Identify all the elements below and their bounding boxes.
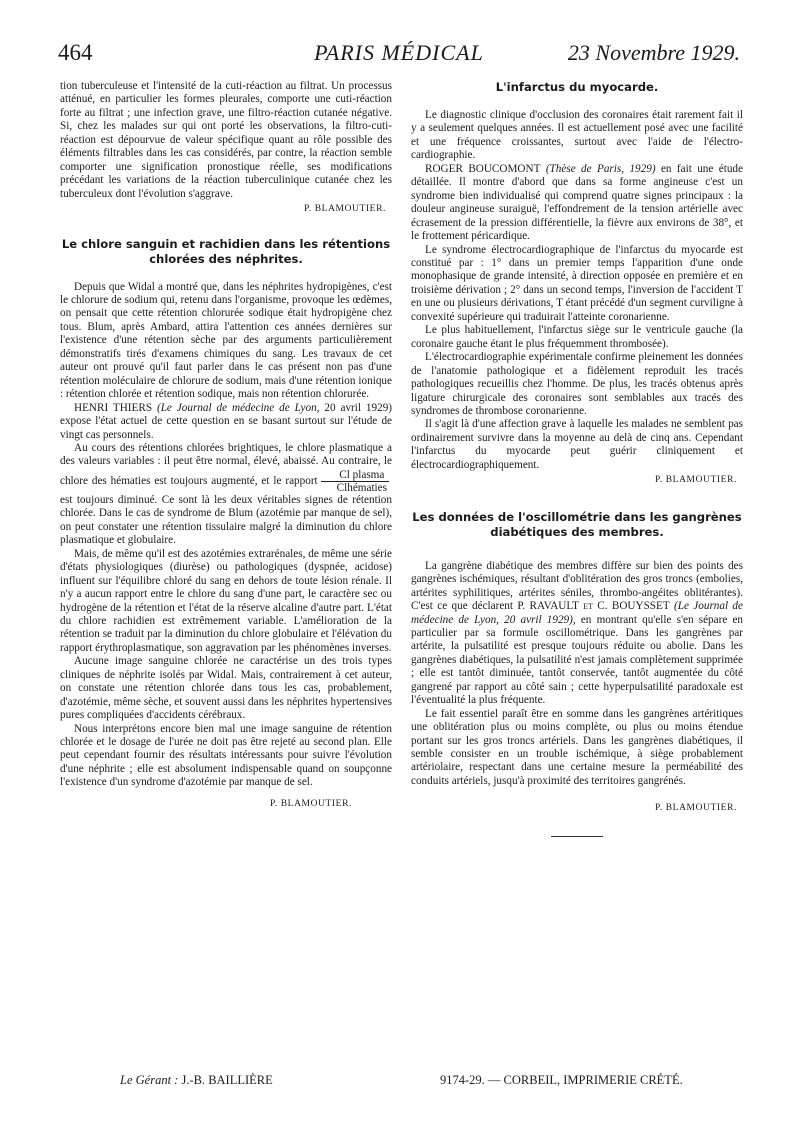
chlore-paragraph-2 bbox=[60, 402, 392, 442]
chlore-paragraph-4: Mais, de même qu'il est des azotémies extrarénales, de même une série d'états physiologiques (diurèse) ou pathologiques (dyspnée, acidose) influent sur l'équilibre chloré du sang en dehors de toute lésion rénale. Il n'y a aucun rapport entre le chlore du sang d'une part, le caractère sec ou hydrogène de la rétention et l'état de la réserve alcaline d'autre part. L'état du chlore rachidien est extrêmement variable. L'amélioration de la rétention se traduit par la diminution du chlore globulaire et l'élévation du rapport érythroplasmatique, son aggravation par les phénomènes inverses. bbox=[60, 547, 392, 654]
source-lyon: (Le Journal de médecine de Lyon, bbox=[156, 401, 320, 414]
article-title-oscillometrie: Les données de l'oscillométrie dans les gangrènes diabétiques des membres. bbox=[412, 509, 742, 539]
chlore-paragraph-2-text: 20 avril 1929) expose l'état actuel de cette question en se basant surtout sur l'étude de vingt cas personnels. bbox=[60, 401, 393, 441]
infarctus-paragraph-3: Le syndrome électrocardiographique de l'infarctus du myocarde est constitué par : 1° dans un premier temps l'apparition d'une onde monophasique de grande intensité, à direction opposée en première et en troisième dérivation ; 2° dans un second temps, l'inversion de l'accident T en une ou plusieurs dérivations, T étant précédé d'un segment curviligne à convexité supérieure qui traduirait l'atteinte coronarienne. bbox=[411, 243, 743, 323]
intro-paragraph: tion tuberculeuse et l'intensité de la cuti-réaction au filtrat. Un processus atténué, en particulier les formes pleurales, comporte une cuti-réaction forte au filtrat ; une infection grave, une filtro-réaction cutanée négative. Si, chez les malades sur qui ont porté les observations, la filtro-cuti-réaction est dépourvue de valeur spécifique quant au rôle possible des éléments filtrables dans les cas considérés, par contre, la réaction semble comporter une signification pronostique réelle, ses modifications précédant les variations de la réaction tuberculinique cutanée chez les tuberculeux dont l'évolution s'aggrave. bbox=[60, 80, 392, 200]
gerant-name: J.-B. BAILLIÈRE bbox=[181, 1073, 273, 1087]
infarctus-paragraph-1: Le diagnostic clinique d'occlusion des coronaires était rarement fait il y a seulement quelques années. Il est actuellement posé avec une facilité et une fréquence croissantes, surtout avec l'aide de l'électro-cardiographie. bbox=[411, 109, 743, 162]
issue-date: 23 Novembre 1929. bbox=[567, 40, 740, 65]
article-title-infarctus: L'infarctus du myocarde. bbox=[495, 80, 659, 94]
intro-signature: P. BLAMOUTIER. bbox=[303, 204, 386, 215]
chlore-signature: P. BLAMOUTIER. bbox=[269, 798, 352, 809]
article-title-chlore: Le chlore sanguin et rachidien dans les rétentions chlorées des néphrites. bbox=[61, 236, 391, 266]
source-these: (Thèse de Paris, 1929) bbox=[545, 162, 656, 175]
infarctus-paragraph-4: Le plus habituellement, l'infarctus siège sur le ventricule gauche (la coronaire gauche étant le plus fréquemment thrombosée). bbox=[411, 324, 743, 350]
chlore-paragraph-3 bbox=[60, 442, 392, 548]
chlore-paragraph-3-start: Au cours des rétentions chlorées brightiques, le chlore plasmatique a des valeurs variables : il peut être normal, élevé, abaissé. Au contraire, le chlore des hématies est toujours augmenté, et le rapport bbox=[60, 441, 392, 487]
page-footer bbox=[120, 1073, 720, 1093]
infarctus-paragraph-2 bbox=[411, 163, 743, 244]
oscillometrie-paragraph-1-text: en montrant qu'elle s'en sépare en particulier par sa formule oscillométrique. Dans les gangrènes par artérite, la pulsatilité est presque toujours réduite ou abolie. Dans les gangrènes diabétiques, la pulsatilité n'est jamais complètement supprimée ; elle est tantôt diminuée, tantôt conservée, tantôt augmentée du côté gangrené par rapport au côté sain ; cette hyperpulsatilité paradoxale est l'éventualité la plus fréquente. bbox=[411, 613, 744, 707]
oscillometrie-paragraph-1-start: La gangrène diabétique des membres diffère sur bien des points des gangrènes ischémiques, résultant d'oblitération des gros troncs (embolies, artérites syphilitiques, artérites séniles, thrombo-angéites oblitérantes). C'est ce que déclarent bbox=[411, 559, 743, 613]
oscillometrie-signature: P. BLAMOUTIER. bbox=[654, 803, 737, 814]
fraction-denominator: Clhématies bbox=[336, 481, 387, 494]
running-header bbox=[58, 40, 740, 70]
infarctus-paragraph-6: Il s'agit là d'une affection grave à laquelle les malades ne semblent pas ordinairement survivre dans la moyenne au delà de cinq ans. Cependant l'infarctus du myocarde peut guérir cliniquement et électrocardiographiquement. bbox=[411, 418, 743, 471]
chlore-ratio-fraction bbox=[321, 469, 389, 494]
authors-ravault-bouysset: P. RAVAULT et C. BOUYSSET bbox=[517, 600, 670, 613]
gerant-line bbox=[120, 1073, 273, 1088]
right-column bbox=[411, 80, 743, 837]
infarctus-paragraph-5: L'électrocardiographie expérimentale confirme pleinement les données de l'anatomie pathologique et a fidèlement reproduit les tracés pathologiques recueillis chez l'homme. De plus, les tracés obtenus après ligature chirurgicale des coronaires sont semblables aux tracés des syndromes de thrombose coronarienne. bbox=[411, 351, 743, 417]
oscillometrie-paragraph-1 bbox=[411, 560, 743, 708]
gerant-label: Le Gérant : bbox=[120, 1073, 179, 1087]
left-column bbox=[60, 80, 392, 811]
source-lyon-2: (Le Journal de médecine de Lyon, 20 avril 1929), bbox=[411, 600, 743, 626]
chlore-paragraph-5: Aucune image sanguine chlorée ne caractérise un des trois types cliniques de néphrite isolés par Widal. Mais, contrairement à cet auteur, on constate une rétention chlorée dans tous les cas, probablement, d'azotémie, même sèche, et souvent aussi dans les néphrites hypertensives pures compliquées d'accidents cérébraux. bbox=[60, 655, 392, 722]
chlore-paragraph-3-end: est toujours diminué. Ce sont là les deux véritables signes de rétention chlorée. Dans le cas de syndrome de Blum (azotémie par manque de sel), on peut constater une rétention tissulaire malgré la diminution du chlore plasmatique et globulaire. bbox=[60, 493, 392, 547]
infarctus-signature: P. BLAMOUTIER. bbox=[654, 475, 737, 486]
end-rule bbox=[551, 836, 603, 837]
chlore-paragraph-6: Nous interprétons encore bien mal une image sanguine de rétention chlorée et le dosage de l'urée ne doit pas être rejeté au second plan. Elle peut cependant fournir des résultats intéressants pour suivre l'évolution d'une néphrite ; elle est absolument indispensable quand on soupçonne l'existence d'un syndrome d'azotémie par manque de sel. bbox=[60, 722, 392, 789]
page-number: 464 bbox=[58, 40, 93, 65]
fraction-numerator: Cl plasma bbox=[321, 469, 389, 482]
printer-line: 9174-29. — CORBEIL, IMPRIMERIE CRÉTÉ. bbox=[440, 1073, 683, 1087]
chlore-paragraph-1: Depuis que Widal a montré que, dans les néphrites hydropigènes, c'est le chlorure de sodium qui, retenu dans l'organisme, provoque les œdèmes, on pensait que cette rétention chlorurée sodique était hydropigène chez tous. Blum, après Ambard, attira l'attention ces années dernières sur l'existence d'une rétention sèche par des arguments particulièrement démonstratifs tirés d'examens chimiques du sang. Les travaux de cet auteur ont prouvé qu'il faut parler dans le cas présent non pas d'une rétention moléculaire de chlorure de sodium, mais d'une rétention ionique : rétention chlorée et rétention sodique, mais non rétention chlorurée. bbox=[60, 280, 392, 401]
journal-title: PARIS MÉDICAL bbox=[314, 40, 484, 65]
author-thiers: HENRI THIERS bbox=[74, 401, 153, 414]
infarctus-paragraph-2-text: en fait une étude détaillée. Il montre d'abord que dans sa forme angineuse c'est un syndrome bien individualisé qui comprend quatre signes principaux : la douleur angineuse suraiguë, l'effondrement de la tension artérielle avec écrasement de la pression différentielle, la fièvre aux environs de 38°, et le frottement péricardique. bbox=[411, 162, 743, 243]
author-boucomont: ROGER BOUCOMONT bbox=[425, 162, 541, 175]
oscillometrie-paragraph-2: Le fait essentiel paraît être en somme dans les gangrènes artéritiques une oblitération plus ou moins complète, ou plus ou moins étendue portant sur les gros troncs artériels. Dans les gangrènes diabétiques, il semble consister en un trouble ischémique, à siège probablement artériolaire, respectant dans une certaine mesure la perméabilité des conduits artériels, jusqu'à proximité des territoires gangrénés. bbox=[411, 707, 743, 787]
